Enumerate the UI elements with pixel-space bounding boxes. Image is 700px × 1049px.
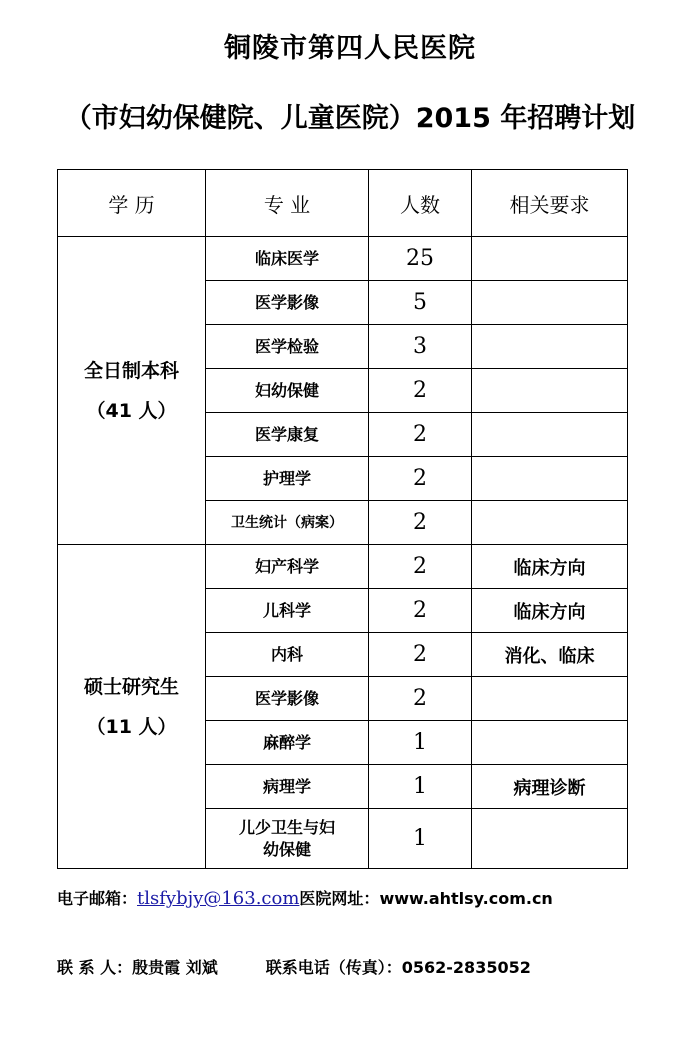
major-cell: 医学影像 <box>206 677 369 721</box>
major-cell: 医学康复 <box>206 413 369 457</box>
contact-label: 联 系 人： <box>57 958 133 977</box>
count-cell: 1 <box>369 809 472 869</box>
requirement-cell: 消化、临床 <box>472 633 628 677</box>
requirement-cell: 病理诊断 <box>472 765 628 809</box>
requirement-cell <box>472 237 628 281</box>
document-title: 铜陵市第四人民医院 <box>224 33 476 64</box>
count-cell: 1 <box>369 765 472 809</box>
major-cell: 医学影像 <box>206 281 369 325</box>
count-cell: 5 <box>369 281 472 325</box>
requirement-cell <box>472 721 628 765</box>
header-count: 人数 <box>369 170 472 237</box>
website-label: 医院网址： <box>299 889 380 908</box>
table-row <box>58 237 628 281</box>
major-cell: 儿少卫生与妇幼保健 <box>206 809 369 869</box>
degree-label: 全日制本科 <box>83 359 179 382</box>
requirement-cell <box>472 809 628 869</box>
contact-line-email <box>57 886 553 909</box>
header-degree: 学 历 <box>58 170 206 237</box>
major-cell: 卫生统计（病案） <box>206 501 369 545</box>
requirement-cell <box>472 325 628 369</box>
requirement-cell <box>472 457 628 501</box>
requirement-cell <box>472 501 628 545</box>
major-cell: 麻醉学 <box>206 721 369 765</box>
major-cell: 儿科学 <box>206 589 369 633</box>
major-cell: 病理学 <box>206 765 369 809</box>
major-cell: 医学检验 <box>206 325 369 369</box>
count-cell: 2 <box>369 545 472 589</box>
requirement-cell <box>472 369 628 413</box>
major-cell: 临床医学 <box>206 237 369 281</box>
website-text: www.ahtlsy.com.cn <box>379 889 553 908</box>
degree-cell-undergrad <box>58 237 206 545</box>
major-cell: 妇产科学 <box>206 545 369 589</box>
degree-total: （41 人） <box>86 399 177 422</box>
degree-label: 硕士研究生 <box>83 675 179 698</box>
count-cell: 2 <box>369 589 472 633</box>
count-cell: 25 <box>369 237 472 281</box>
contact-names: 殷贵霞 刘斌 <box>132 958 218 977</box>
contact-line-phone <box>57 955 531 978</box>
count-cell: 2 <box>369 457 472 501</box>
email-link[interactable]: tlsfybjy@163.com <box>137 888 300 909</box>
requirement-cell: 临床方向 <box>472 589 628 633</box>
degree-cell-masters <box>58 545 206 869</box>
count-cell: 2 <box>369 633 472 677</box>
header-requirement: 相关要求 <box>472 170 628 237</box>
header-major: 专 业 <box>206 170 369 237</box>
major-cell: 内科 <box>206 633 369 677</box>
table-row <box>58 545 628 589</box>
recruitment-table <box>57 169 628 869</box>
requirement-cell <box>472 281 628 325</box>
phone-number: 0562-2835052 <box>401 958 531 977</box>
email-label: 电子邮箱： <box>57 889 138 908</box>
count-cell: 2 <box>369 501 472 545</box>
major-cell: 妇幼保健 <box>206 369 369 413</box>
count-cell: 2 <box>369 413 472 457</box>
table-header-row <box>58 170 628 237</box>
major-cell: 护理学 <box>206 457 369 501</box>
count-cell: 3 <box>369 325 472 369</box>
count-cell: 2 <box>369 369 472 413</box>
requirement-cell: 临床方向 <box>472 545 628 589</box>
requirement-cell <box>472 677 628 721</box>
count-cell: 2 <box>369 677 472 721</box>
degree-total: （11 人） <box>86 715 177 738</box>
count-cell: 1 <box>369 721 472 765</box>
phone-label: 联系电话（传真）： <box>265 958 402 977</box>
document-subtitle: （市妇幼保健院、儿童医院）2015 年招聘计划 <box>64 103 636 134</box>
requirement-cell <box>472 413 628 457</box>
